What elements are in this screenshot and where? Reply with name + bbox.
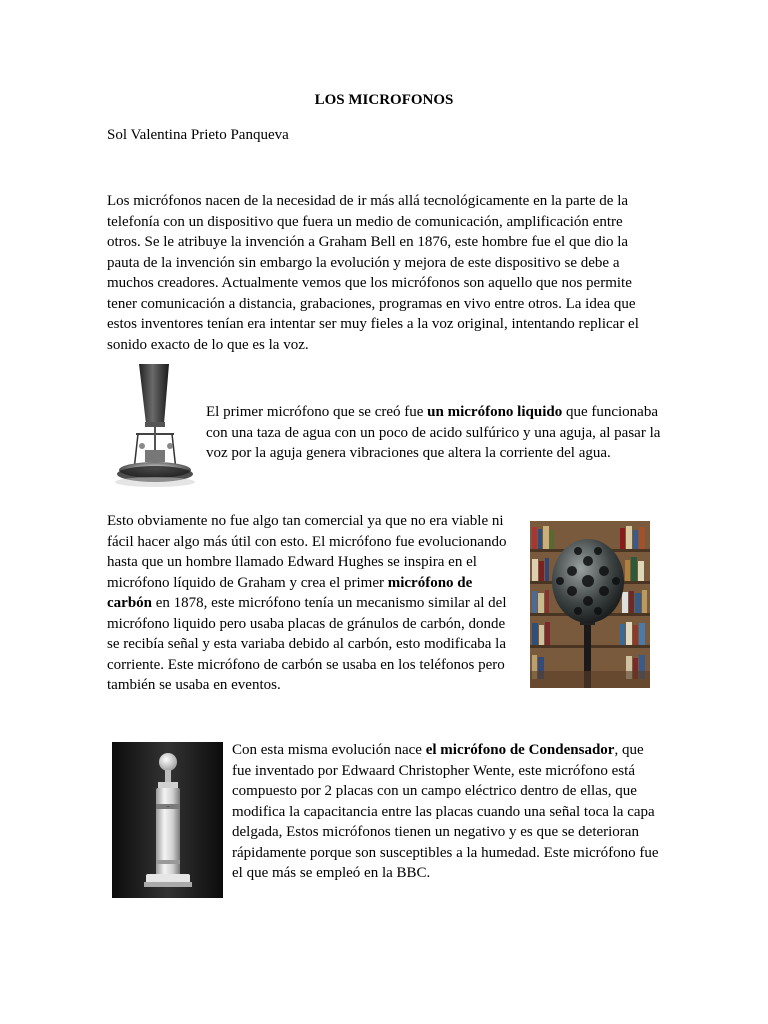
carbon-microphone-image: [530, 521, 650, 688]
p4-text-before: Con esta misma evolución nace: [232, 742, 426, 758]
carbon-microphone-paragraph: [107, 511, 512, 696]
document-title: LOS MICROFONOS: [314, 92, 454, 108]
p2-text-after: que funcionaba con una taza de agua con un poco de acido sulfúrico y una aguja, al pasar la voz por la aguja genera vibraciones que altera la corriente del agua.: [206, 404, 661, 461]
p3-text-before: Esto obviamente no fue algo tan comercial ya que no era viable ni fácil hacer algo más útil con esto. El micrófono fue evolucionando hasta que un hombre llamado Edward Hughes se inspira en el micrófono líquido de Graham y crea el primer: [107, 513, 507, 591]
liquid-microphone-image: [112, 362, 196, 492]
condenser-microphone-image: [112, 742, 223, 898]
p3-text-after: en 1878, este micrófono tenía un mecanismo similar al del micrófono liquido pero usaba placas de gránulos de carbón, donde se recibía señal y esta variaba debido al carbón, esto modificaba la corriente. Este micrófono de carbón se usaba en los teléfonos pero también se usaba en eventos.: [107, 595, 507, 693]
p2-bold-term: un micrófono liquido: [427, 404, 563, 420]
p3-bold-term: micrófono de carbón: [107, 574, 473, 611]
author-name: Sol Valentina Prieto Panqueva: [107, 127, 289, 143]
condenser-microphone-paragraph: [232, 740, 664, 884]
p4-bold-term: el micrófono de Condensador: [425, 742, 615, 758]
p4-text-after: , que fue inventado por Edwaard Christopher Wente, este micrófono está compuesto por 2 placas con un campo eléctrico dentro de ellas, que modifica la capacitancia entre las placas cuando una señal toca la capa delgada, Estos micrófonos tienen un negativo y es que se deterioran rápidamente porque son susceptibles a la humedad. Este micrófono fue el que más se empleó en la BBC.: [232, 742, 659, 881]
intro-paragraph: Los micrófonos nacen de la necesidad de ir más allá tecnológicamente en la parte de la telefonía con un dispositivo que fuera un medio de comunicación, amplificación entre otros. Se le atribuye la invención a Graham Bell en 1876, este hombre fue el que dio la pauta de la invención sin embargo la evolución y mejora de este dispositivo se debe a muchos creadores. Actualmente vemos que los micrófonos son aquello que nos permite tener comunicación a distancia, grabaciones, programas en vivo entre otros. La idea que estos inventores tenían era intentar ser muy fieles a la voz original, intentando replicar el sonido exacto de lo que es la voz.: [107, 193, 639, 353]
svg-text:~: ~: [166, 804, 170, 809]
p2-text-before: El primer micrófono que se creó fue: [206, 404, 428, 420]
liquid-microphone-paragraph: [206, 402, 666, 464]
